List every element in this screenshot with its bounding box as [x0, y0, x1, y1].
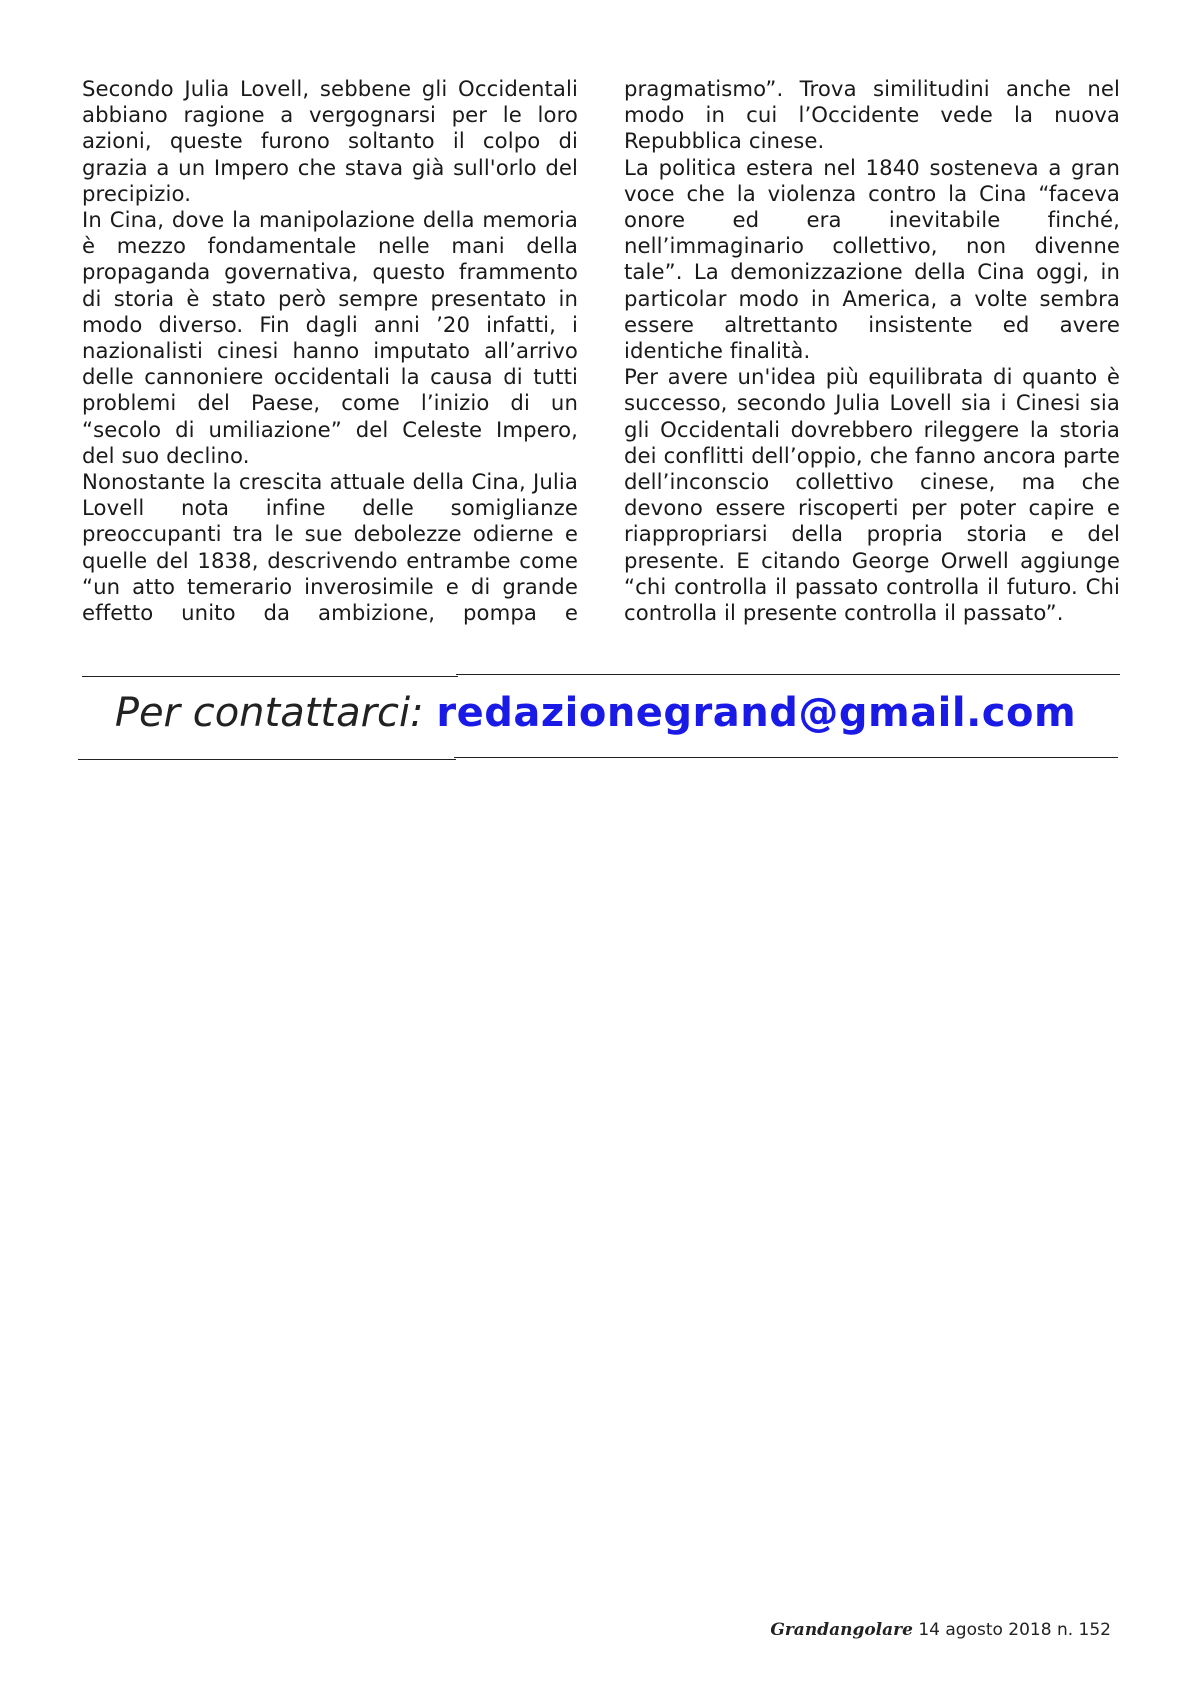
- divider-top: [82, 676, 458, 677]
- paragraph: La politica estera nel 1840 sosteneva a gran voce che la violenza contro la Cina “faceva onore ed era inevitabile finché, nell’immaginario collettivo, non divenne tale”. La demonizzazione della Cina oggi, in particolar modo in America, a volte sembra essere altrettanto insistente ed avere identiche finalità.: [624, 154, 1120, 364]
- paragraph: Nonostante la crescita attuale della Cina, Julia Lovell nota infine delle somiglianze preoccupanti tra le sue debolezze odierne e quelle del 1838, descrivendo entrambe come “un atto temerario inverosimile e di grande effetto unito da ambizione, pompa e: [82, 469, 578, 626]
- article-right-column: [624, 76, 1120, 626]
- contact-banner: [0, 688, 1191, 738]
- article-left-column: [82, 76, 578, 626]
- divider-bottom: [454, 757, 1118, 758]
- paragraph: Per avere un'idea più equilibrata di quanto è successo, secondo Julia Lovell sia i Cinesi sia gli Occidentali dovrebbero rileggere la storia dei conflitti dell’oppio, che fanno ancora parte dell’inconscio collettivo cinese, ma che devono essere riscoperti per poter capire e riappropriarsi della propria storia e del presente. E citando George Orwell aggiunge “chi controlla il passato controlla il futuro. Chi controlla il presente controlla il passato”.: [624, 364, 1120, 626]
- paragraph: In Cina, dove la manipolazione della memoria è mezzo fondamentale nelle mani della propaganda governativa, questo frammento di storia è stato però sempre presentato in modo diverso. Fin dagli anni ’20 infatti, i nazionalisti cinesi hanno imputato all’arrivo delle cannoniere occidentali la causa di tutti problemi del Paese, come l’inizio di un “secolo di umiliazione” del Celeste Impero, del suo declino.: [82, 207, 578, 468]
- paragraph: pragmatismo”. Trova similitudini anche nel modo in cui l’Occidente vede la nuova Repubblica cinese.: [624, 76, 1120, 154]
- divider-top: [456, 674, 1120, 675]
- issue-info: 14 agosto 2018 n. 152: [918, 1620, 1111, 1640]
- divider-bottom: [78, 759, 456, 760]
- page-footer: [770, 1619, 1111, 1641]
- paragraph: Secondo Julia Lovell, sebbene gli Occidentali abbiano ragione a vergognarsi per le loro azioni, queste furono soltanto il colpo di grazia a un Impero che stava già sull'orlo del precipizio.: [82, 76, 578, 206]
- publication-name: Grandangolare: [770, 1620, 913, 1640]
- contact-label: Per contattarci:: [114, 690, 424, 736]
- contact-email-link[interactable]: redazionegrand@gmail.com: [436, 690, 1077, 736]
